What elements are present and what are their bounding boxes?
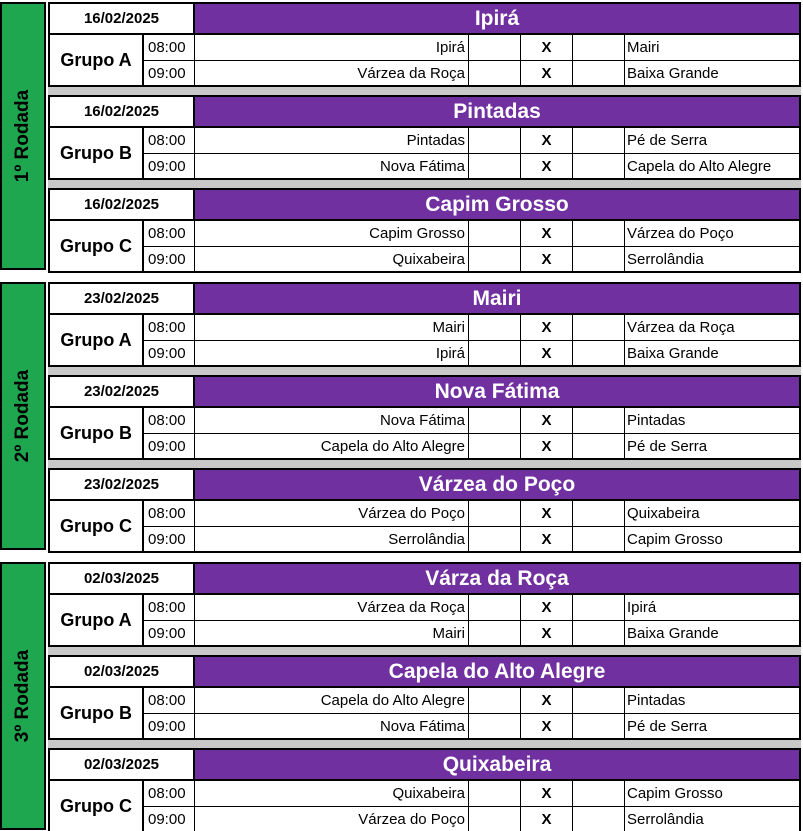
versus-mark: X xyxy=(521,247,573,273)
versus-mark: X xyxy=(521,688,573,714)
match-block xyxy=(48,655,801,740)
match-block xyxy=(48,468,801,553)
away-score xyxy=(573,221,625,247)
away-score xyxy=(573,527,625,553)
versus-mark: X xyxy=(521,221,573,247)
round-label-box xyxy=(0,282,46,550)
home-score xyxy=(469,315,521,341)
block-separator xyxy=(48,647,801,655)
match-date: 23/02/2025 xyxy=(48,468,195,501)
away-score xyxy=(573,128,625,154)
versus-mark: X xyxy=(521,341,573,367)
home-team: Várzea do Poço xyxy=(195,807,469,831)
game-row xyxy=(144,61,801,87)
match-date: 16/02/2025 xyxy=(48,2,195,35)
versus-mark: X xyxy=(521,714,573,740)
game-time: 08:00 xyxy=(144,128,195,154)
home-score xyxy=(469,688,521,714)
game-row xyxy=(144,501,801,527)
home-score xyxy=(469,781,521,807)
game-time: 08:00 xyxy=(144,408,195,434)
away-team: Baixa Grande xyxy=(625,61,801,87)
game-row xyxy=(144,434,801,460)
game-row xyxy=(144,527,801,553)
versus-mark: X xyxy=(521,154,573,180)
round-label: 3º Rodada xyxy=(12,649,33,743)
away-team: Pé de Serra xyxy=(625,434,801,460)
versus-mark: X xyxy=(521,527,573,553)
round-2 xyxy=(0,282,803,550)
away-team: Pintadas xyxy=(625,408,801,434)
versus-mark: X xyxy=(521,35,573,61)
venue-header: Mairi xyxy=(195,282,801,315)
group-label: Grupo B xyxy=(48,688,144,740)
home-team: Mairi xyxy=(195,315,469,341)
match-block xyxy=(48,375,801,460)
home-score xyxy=(469,527,521,553)
away-team: Serrolândia xyxy=(625,247,801,273)
game-time: 08:00 xyxy=(144,595,195,621)
match-block xyxy=(48,95,801,180)
game-time: 09:00 xyxy=(144,247,195,273)
home-score xyxy=(469,221,521,247)
home-team: Várzea da Roça xyxy=(195,595,469,621)
home-score xyxy=(469,247,521,273)
match-block xyxy=(48,2,801,87)
away-team: Mairi xyxy=(625,35,801,61)
home-score xyxy=(469,501,521,527)
game-time: 09:00 xyxy=(144,714,195,740)
away-score xyxy=(573,61,625,87)
away-score xyxy=(573,315,625,341)
round-3 xyxy=(0,562,803,830)
home-score xyxy=(469,408,521,434)
group-label: Grupo B xyxy=(48,128,144,180)
group-label: Grupo A xyxy=(48,35,144,87)
home-team: Mairi xyxy=(195,621,469,647)
home-team: Capela do Alto Alegre xyxy=(195,434,469,460)
away-team: Pé de Serra xyxy=(625,128,801,154)
away-score xyxy=(573,247,625,273)
home-score xyxy=(469,128,521,154)
versus-mark: X xyxy=(521,61,573,87)
away-score xyxy=(573,35,625,61)
match-date: 23/02/2025 xyxy=(48,282,195,315)
game-time: 09:00 xyxy=(144,807,195,831)
match-date: 23/02/2025 xyxy=(48,375,195,408)
game-row xyxy=(144,621,801,647)
home-team: Quixabeira xyxy=(195,781,469,807)
away-score xyxy=(573,781,625,807)
match-block xyxy=(48,562,801,647)
game-time: 08:00 xyxy=(144,315,195,341)
game-time: 09:00 xyxy=(144,341,195,367)
versus-mark: X xyxy=(521,781,573,807)
match-date: 16/02/2025 xyxy=(48,95,195,128)
game-row xyxy=(144,315,801,341)
venue-header: Várza da Roça xyxy=(195,562,801,595)
away-score xyxy=(573,434,625,460)
venue-header: Quixabeira xyxy=(195,748,801,781)
game-time: 08:00 xyxy=(144,688,195,714)
group-label: Grupo A xyxy=(48,315,144,367)
home-team: Várzea do Poço xyxy=(195,501,469,527)
game-row xyxy=(144,408,801,434)
game-row xyxy=(144,35,801,61)
block-separator xyxy=(48,367,801,375)
versus-mark: X xyxy=(521,128,573,154)
match-block xyxy=(48,282,801,367)
home-team: Capela do Alto Alegre xyxy=(195,688,469,714)
home-score xyxy=(469,434,521,460)
venue-header: Capela do Alto Alegre xyxy=(195,655,801,688)
game-time: 08:00 xyxy=(144,501,195,527)
venue-header: Várzea do Poço xyxy=(195,468,801,501)
group-label: Grupo C xyxy=(48,501,144,553)
block-separator xyxy=(48,460,801,468)
block-separator xyxy=(48,180,801,188)
away-score xyxy=(573,595,625,621)
game-row xyxy=(144,221,801,247)
away-team: Várzea da Roça xyxy=(625,315,801,341)
game-row xyxy=(144,714,801,740)
home-team: Quixabeira xyxy=(195,247,469,273)
game-time: 09:00 xyxy=(144,61,195,87)
versus-mark: X xyxy=(521,501,573,527)
away-score xyxy=(573,501,625,527)
game-time: 09:00 xyxy=(144,434,195,460)
round-label: 1º Rodada xyxy=(12,89,33,183)
home-score xyxy=(469,35,521,61)
home-team: Pintadas xyxy=(195,128,469,154)
away-score xyxy=(573,621,625,647)
versus-mark: X xyxy=(521,315,573,341)
game-row xyxy=(144,781,801,807)
round-1 xyxy=(0,2,803,270)
game-row xyxy=(144,807,801,831)
game-row xyxy=(144,154,801,180)
home-team: Várzea da Roça xyxy=(195,61,469,87)
match-date: 16/02/2025 xyxy=(48,188,195,221)
round-label: 2º Rodada xyxy=(12,369,33,463)
home-team: Ipirá xyxy=(195,341,469,367)
game-time: 08:00 xyxy=(144,221,195,247)
venue-header: Capim Grosso xyxy=(195,188,801,221)
away-team: Quixabeira xyxy=(625,501,801,527)
match-date: 02/03/2025 xyxy=(48,562,195,595)
game-time: 09:00 xyxy=(144,527,195,553)
versus-mark: X xyxy=(521,408,573,434)
game-row xyxy=(144,688,801,714)
away-score xyxy=(573,408,625,434)
game-time: 08:00 xyxy=(144,35,195,61)
game-time: 09:00 xyxy=(144,621,195,647)
away-team: Pé de Serra xyxy=(625,714,801,740)
away-score xyxy=(573,807,625,831)
home-team: Serrolândia xyxy=(195,527,469,553)
game-time: 08:00 xyxy=(144,781,195,807)
away-score xyxy=(573,714,625,740)
home-team: Ipirá xyxy=(195,35,469,61)
match-block xyxy=(48,188,801,273)
home-score xyxy=(469,61,521,87)
versus-mark: X xyxy=(521,621,573,647)
round-label-box xyxy=(0,2,46,270)
venue-header: Nova Fátima xyxy=(195,375,801,408)
match-block xyxy=(48,748,801,831)
away-team: Pintadas xyxy=(625,688,801,714)
venue-header: Pintadas xyxy=(195,95,801,128)
away-team: Baixa Grande xyxy=(625,341,801,367)
home-score xyxy=(469,154,521,180)
away-team: Ipirá xyxy=(625,595,801,621)
game-row xyxy=(144,128,801,154)
home-score xyxy=(469,807,521,831)
group-label: Grupo B xyxy=(48,408,144,460)
home-team: Nova Fátima xyxy=(195,714,469,740)
group-label: Grupo C xyxy=(48,781,144,831)
block-separator xyxy=(48,740,801,748)
game-time: 09:00 xyxy=(144,154,195,180)
away-team: Capim Grosso xyxy=(625,781,801,807)
away-team: Baixa Grande xyxy=(625,621,801,647)
away-team: Serrolândia xyxy=(625,807,801,831)
home-team: Nova Fátima xyxy=(195,408,469,434)
versus-mark: X xyxy=(521,434,573,460)
home-score xyxy=(469,621,521,647)
venue-header: Ipirá xyxy=(195,2,801,35)
game-row xyxy=(144,595,801,621)
away-team: Capim Grosso xyxy=(625,527,801,553)
round-label-box xyxy=(0,562,46,830)
home-score xyxy=(469,595,521,621)
away-team: Várzea do Poço xyxy=(625,221,801,247)
match-date: 02/03/2025 xyxy=(48,655,195,688)
match-date: 02/03/2025 xyxy=(48,748,195,781)
away-team: Capela do Alto Alegre xyxy=(625,154,801,180)
home-team: Nova Fátima xyxy=(195,154,469,180)
away-score xyxy=(573,688,625,714)
away-score xyxy=(573,154,625,180)
away-score xyxy=(573,341,625,367)
game-row xyxy=(144,341,801,367)
home-team: Capim Grosso xyxy=(195,221,469,247)
game-row xyxy=(144,247,801,273)
versus-mark: X xyxy=(521,807,573,831)
versus-mark: X xyxy=(521,595,573,621)
home-score xyxy=(469,714,521,740)
block-separator xyxy=(48,87,801,95)
group-label: Grupo C xyxy=(48,221,144,273)
home-score xyxy=(469,341,521,367)
group-label: Grupo A xyxy=(48,595,144,647)
